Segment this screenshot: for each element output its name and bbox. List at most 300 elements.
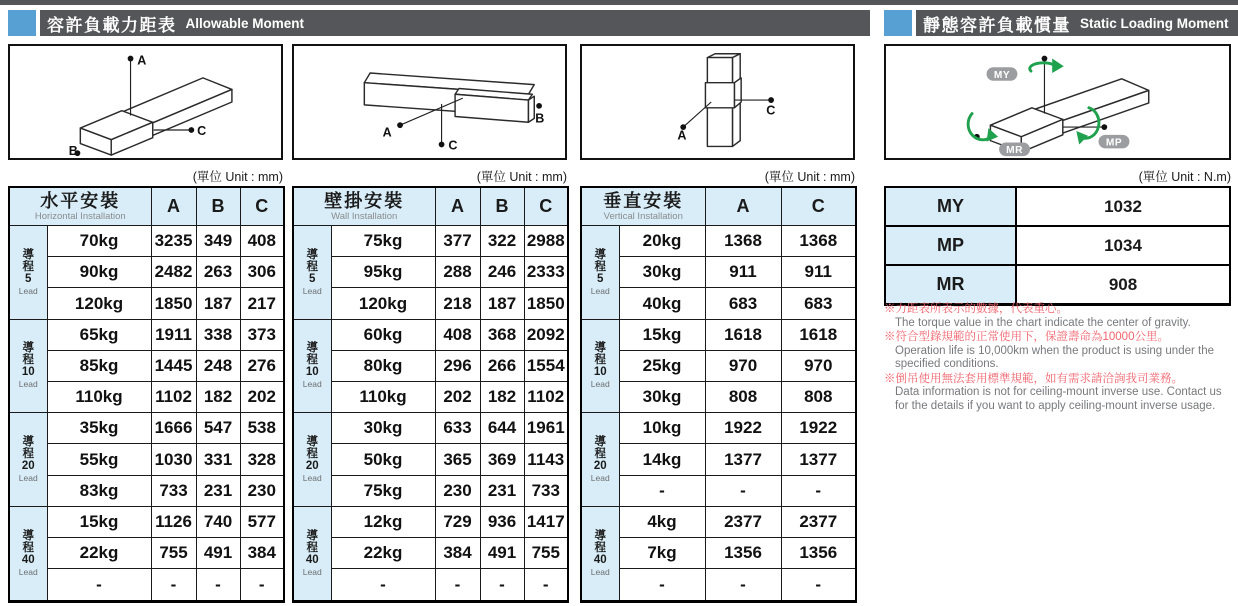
- mp-badge-label: MP: [1105, 137, 1123, 149]
- lead-number: 5: [25, 272, 32, 285]
- table-row: [9, 538, 284, 569]
- value-cell: 296: [435, 350, 480, 381]
- value-cell: 182: [196, 382, 240, 413]
- table-row: [293, 538, 568, 569]
- load-cell: 22kg: [47, 538, 151, 569]
- table-row: [581, 444, 856, 475]
- value-cell: 1445: [151, 350, 196, 381]
- note-line-zh: ※符合型錄規範的正常使用下，保證壽命為10000公里。: [884, 331, 1169, 343]
- lead-number: 20: [593, 460, 607, 473]
- load-cell: -: [619, 569, 705, 602]
- lead-char: 導: [594, 342, 606, 355]
- value-cell: 1922: [705, 413, 781, 444]
- table-row: [293, 350, 568, 381]
- lead-number: 5: [309, 272, 316, 285]
- value-cell: 276: [240, 350, 284, 381]
- value-cell: 1850: [151, 288, 196, 319]
- value-cell: 349: [196, 226, 240, 257]
- lead-number: 40: [305, 553, 319, 566]
- lead-label-zh: [10, 436, 47, 460]
- value-cell: 538: [240, 413, 284, 444]
- point-label-a: A: [382, 125, 392, 140]
- table-row: [293, 319, 568, 350]
- value-cell: 1618: [781, 319, 856, 350]
- value-cell: 1030: [151, 444, 196, 475]
- column-header-c: C: [240, 187, 284, 226]
- lead-label-zh: [294, 436, 331, 460]
- wall-installation-diagram: [294, 46, 565, 158]
- lead-char: 程: [594, 541, 606, 554]
- load-cell: 90kg: [47, 257, 151, 288]
- load-cell: 10kg: [619, 413, 705, 444]
- value-cell: 740: [196, 506, 240, 537]
- table-row: [581, 569, 856, 602]
- value-cell: 733: [151, 475, 196, 506]
- value-cell: 1126: [151, 506, 196, 537]
- note-line-en: Data information is not for ceiling-mount inverse use. Contact us for the details if you want to apply ceiling-mount inverse usage.: [895, 386, 1222, 412]
- lead-char: 程: [594, 448, 606, 461]
- load-cell: 95kg: [331, 257, 435, 288]
- column-header-c: C: [524, 187, 568, 226]
- value-cell: 1368: [781, 226, 856, 257]
- lead-label-zh: [582, 342, 619, 366]
- value-cell: 288: [435, 257, 480, 288]
- lead-char: 程: [306, 448, 318, 461]
- column-header-a: A: [435, 187, 480, 226]
- my-badge-label: MY: [993, 69, 1011, 81]
- lead-label-zh: [10, 342, 47, 366]
- section-header-static-moment: [884, 10, 1238, 36]
- lead-label-zh: [582, 530, 619, 554]
- table-row: [293, 413, 568, 444]
- value-cell: -: [196, 569, 240, 602]
- value-cell: 970: [781, 350, 856, 381]
- value-cell: 936: [480, 506, 524, 537]
- load-cell: 7kg: [619, 538, 705, 569]
- table-row: [581, 506, 856, 537]
- lead-char: 程: [22, 260, 34, 273]
- load-cell: -: [619, 475, 705, 506]
- load-cell: 20kg: [619, 226, 705, 257]
- lead-label-en: Lead: [18, 379, 38, 390]
- value-cell: -: [435, 569, 480, 602]
- lead-label-zh: [294, 530, 331, 554]
- lead-label-zh: [294, 249, 331, 273]
- value-cell: 331: [196, 444, 240, 475]
- load-cell: 40kg: [619, 288, 705, 319]
- table-row: [9, 226, 284, 257]
- lead-number: 10: [593, 366, 607, 379]
- point-label-b: B: [535, 111, 545, 126]
- lead-label-zh: [294, 342, 331, 366]
- lead-char: 導: [594, 529, 606, 542]
- lead-number: 5: [597, 272, 604, 285]
- static-table-row: [885, 226, 1230, 265]
- lead-char: 導: [594, 436, 606, 449]
- value-cell: 368: [480, 319, 524, 350]
- value-cell: 408: [240, 226, 284, 257]
- value-cell: 1377: [781, 444, 856, 475]
- lead-char: 程: [22, 448, 34, 461]
- value-cell: 755: [151, 538, 196, 569]
- load-cell: -: [47, 569, 151, 602]
- lead-label-en: Lead: [590, 566, 610, 577]
- load-cell: 25kg: [619, 350, 705, 381]
- lead-group-cell: [581, 319, 619, 413]
- lead-group-cell: [581, 226, 619, 320]
- lead-group-cell: [293, 226, 331, 320]
- value-cell: 491: [480, 538, 524, 569]
- lead-char: 程: [22, 354, 34, 367]
- value-cell: 808: [705, 382, 781, 413]
- lead-group-cell: [9, 506, 47, 601]
- value-cell: 1961: [524, 413, 568, 444]
- table-row: [9, 569, 284, 602]
- table-row: [9, 475, 284, 506]
- value-cell: 182: [480, 382, 524, 413]
- table-row: [293, 382, 568, 413]
- my-rotation-arrow: [1030, 63, 1056, 71]
- table-title-en: Wall Installation: [331, 210, 398, 222]
- value-cell: 1554: [524, 350, 568, 381]
- value-cell: 306: [240, 257, 284, 288]
- load-cell: 80kg: [331, 350, 435, 381]
- load-cell: 30kg: [331, 413, 435, 444]
- value-cell: 2377: [781, 506, 856, 537]
- note-line-zh: ※倒吊使用無法套用標準規範，如有需求請洽詢我司業務。: [884, 372, 1183, 385]
- value-cell: 970: [705, 350, 781, 381]
- lead-label-en: Lead: [18, 473, 38, 484]
- unit-label-mm: (單位 Unit : mm): [476, 170, 567, 184]
- value-cell: 911: [781, 257, 856, 288]
- lead-char: 程: [594, 260, 606, 273]
- section-header-allowable-moment: [8, 10, 870, 36]
- lead-label-en: Lead: [302, 379, 322, 390]
- moment-label-cell: MY: [885, 187, 1016, 226]
- lead-char: 程: [306, 541, 318, 554]
- value-cell: 231: [480, 475, 524, 506]
- table-row: [293, 288, 568, 319]
- value-cell: 202: [435, 382, 480, 413]
- value-cell: 1922: [781, 413, 856, 444]
- load-cell: 4kg: [619, 506, 705, 537]
- value-cell: 187: [480, 288, 524, 319]
- value-cell: -: [781, 569, 856, 602]
- load-cell: 35kg: [47, 413, 151, 444]
- table-row: [581, 538, 856, 569]
- value-cell: 2377: [705, 506, 781, 537]
- value-cell: 1618: [705, 319, 781, 350]
- header-accent-square: [8, 10, 36, 36]
- load-cell: 83kg: [47, 475, 151, 506]
- value-cell: 633: [435, 413, 480, 444]
- table-title-en: Vertical Installation: [603, 210, 683, 222]
- value-cell: 328: [240, 444, 284, 475]
- column-header-c: C: [781, 187, 856, 226]
- vertical-installation-diagram: [582, 46, 853, 158]
- lead-char: 導: [594, 248, 606, 261]
- lead-label-en: Lead: [302, 285, 322, 296]
- moment-table-wall-host: [292, 186, 569, 603]
- value-cell: 1850: [524, 288, 568, 319]
- diagram-box-horizontal: [8, 44, 283, 160]
- load-cell: 110kg: [47, 382, 151, 413]
- diagram-box-wall: [292, 44, 567, 160]
- table-row: [293, 569, 568, 602]
- lead-number: 10: [21, 366, 35, 379]
- table-row: [581, 413, 856, 444]
- diagram-box-vertical: [580, 44, 855, 160]
- value-cell: 1102: [151, 382, 196, 413]
- value-cell: -: [524, 569, 568, 602]
- lead-group-cell: [293, 413, 331, 507]
- value-cell: 230: [435, 475, 480, 506]
- moment-table-vertical-host: [580, 186, 857, 603]
- table-row: [9, 382, 284, 413]
- moment-table: [292, 186, 569, 603]
- table-row: [9, 350, 284, 381]
- moment-value-cell: 1034: [1016, 226, 1230, 265]
- lead-group-cell: [9, 413, 47, 507]
- value-cell: 1102: [524, 382, 568, 413]
- load-cell: 55kg: [47, 444, 151, 475]
- value-cell: 384: [240, 538, 284, 569]
- note-line-zh: ※力距表所表示的數據，代表重心。: [884, 303, 1068, 315]
- table-row: [9, 288, 284, 319]
- section-title-zh: 靜態容許負載慣量: [923, 15, 1071, 35]
- moment-label-cell: MR: [885, 265, 1016, 305]
- lead-group-cell: [9, 319, 47, 413]
- load-cell: 120kg: [47, 288, 151, 319]
- table-title-cell: [293, 187, 435, 226]
- load-cell: 30kg: [619, 257, 705, 288]
- lead-label-en: Lead: [18, 566, 38, 577]
- value-cell: -: [705, 475, 781, 506]
- lead-number: 20: [305, 460, 319, 473]
- unit-label-mm: (單位 Unit : mm): [192, 170, 283, 184]
- load-cell: 120kg: [331, 288, 435, 319]
- table-title-cell: [9, 187, 151, 226]
- value-cell: 231: [196, 475, 240, 506]
- table-row: [293, 257, 568, 288]
- lead-group-cell: [293, 319, 331, 413]
- table-row: [581, 257, 856, 288]
- value-cell: -: [705, 569, 781, 602]
- section-title-en: Allowable Moment: [185, 15, 305, 31]
- table-header-row: [293, 187, 568, 226]
- lead-group-cell: [581, 506, 619, 601]
- value-cell: 248: [196, 350, 240, 381]
- table-row: [9, 319, 284, 350]
- top-divider-bar: [0, 0, 1238, 5]
- moment-table: [580, 186, 857, 603]
- note-line-en: Operation life is 10,000km when the product is using under the specified conditions.: [895, 344, 1214, 370]
- static-table-row: [885, 187, 1230, 226]
- table-row: [581, 475, 856, 506]
- table-row: [293, 475, 568, 506]
- static-table-row: [885, 265, 1230, 305]
- note-line-en: The torque value in the chart indicate the center of gravity.: [895, 316, 1191, 329]
- value-cell: 408: [435, 319, 480, 350]
- moment-value-cell: 908: [1016, 265, 1230, 305]
- load-cell: 30kg: [619, 382, 705, 413]
- section-title-en: Static Loading Moment: [1080, 15, 1229, 31]
- value-cell: 377: [435, 226, 480, 257]
- table-row: [581, 319, 856, 350]
- lead-char: 導: [306, 248, 318, 261]
- table-row: [293, 506, 568, 537]
- table-row: [9, 444, 284, 475]
- lead-number: 20: [21, 460, 35, 473]
- moment-table: [8, 186, 285, 603]
- load-cell: 15kg: [47, 506, 151, 537]
- value-cell: 733: [524, 475, 568, 506]
- value-cell: -: [781, 475, 856, 506]
- table-title-zh: 水平安裝: [40, 190, 121, 211]
- table-row: [581, 226, 856, 257]
- value-cell: 2988: [524, 226, 568, 257]
- value-cell: 1368: [705, 226, 781, 257]
- table-row: [581, 288, 856, 319]
- lead-char: 程: [22, 541, 34, 554]
- value-cell: 547: [196, 413, 240, 444]
- unit-label-mm: (單位 Unit : mm): [764, 170, 855, 184]
- load-cell: 70kg: [47, 226, 151, 257]
- notes-block: [884, 303, 1236, 414]
- table-row: [9, 413, 284, 444]
- lead-number: 10: [305, 366, 319, 379]
- value-cell: 2333: [524, 257, 568, 288]
- table-title-zh: 垂直安裝: [603, 190, 684, 211]
- moment-table-horizontal-host: [8, 186, 285, 603]
- value-cell: 577: [240, 506, 284, 537]
- value-cell: -: [240, 569, 284, 602]
- value-cell: 338: [196, 319, 240, 350]
- header-bar: [40, 10, 870, 36]
- lead-char: 導: [306, 436, 318, 449]
- column-header-a: A: [705, 187, 781, 226]
- value-cell: 1911: [151, 319, 196, 350]
- value-cell: 683: [781, 288, 856, 319]
- column-header-b: B: [196, 187, 240, 226]
- point-label-a: A: [137, 53, 147, 68]
- point-label-b: B: [68, 144, 78, 158]
- header-accent-square: [884, 10, 912, 36]
- table-row: [9, 506, 284, 537]
- table-header-row: [9, 187, 284, 226]
- load-cell: 85kg: [47, 350, 151, 381]
- point-label-c: C: [197, 123, 207, 138]
- horizontal-installation-diagram: [10, 46, 281, 158]
- lead-char: 導: [306, 342, 318, 355]
- load-cell: 60kg: [331, 319, 435, 350]
- value-cell: 911: [705, 257, 781, 288]
- table-header-row: [581, 187, 856, 226]
- table-row: [581, 382, 856, 413]
- lead-label-zh: [582, 249, 619, 273]
- value-cell: 2092: [524, 319, 568, 350]
- table-title-zh: 壁掛安裝: [324, 190, 405, 211]
- lead-number: 40: [593, 553, 607, 566]
- lead-label-zh: [10, 530, 47, 554]
- static-moment-diagram: [886, 46, 1229, 158]
- value-cell: 202: [240, 382, 284, 413]
- value-cell: 322: [480, 226, 524, 257]
- lead-label-zh: [582, 436, 619, 460]
- value-cell: 491: [196, 538, 240, 569]
- unit-label-nm: (單位 Unit : N.m): [1138, 170, 1231, 184]
- value-cell: 217: [240, 288, 284, 319]
- mr-badge-label: MR: [1006, 145, 1023, 157]
- value-cell: 683: [705, 288, 781, 319]
- point-label-c: C: [448, 138, 458, 153]
- load-cell: 75kg: [331, 226, 435, 257]
- value-cell: 644: [480, 413, 524, 444]
- lead-group-cell: [9, 226, 47, 320]
- lead-char: 導: [22, 529, 34, 542]
- lead-label-zh: [10, 249, 47, 273]
- value-cell: 263: [196, 257, 240, 288]
- value-cell: 755: [524, 538, 568, 569]
- value-cell: 2482: [151, 257, 196, 288]
- value-cell: -: [480, 569, 524, 602]
- lead-label-en: Lead: [590, 473, 610, 484]
- lead-number: 40: [21, 553, 35, 566]
- lead-char: 程: [306, 260, 318, 273]
- lead-label-en: Lead: [302, 566, 322, 577]
- lead-char: 導: [22, 436, 34, 449]
- load-cell: 65kg: [47, 319, 151, 350]
- section-title-zh: 容許負載力距表: [47, 15, 177, 35]
- table-row: [293, 226, 568, 257]
- load-cell: 12kg: [331, 506, 435, 537]
- load-cell: 14kg: [619, 444, 705, 475]
- load-cell: 15kg: [619, 319, 705, 350]
- value-cell: 384: [435, 538, 480, 569]
- moment-value-cell: 1032: [1016, 187, 1230, 226]
- column-header-a: A: [151, 187, 196, 226]
- value-cell: 230: [240, 475, 284, 506]
- value-cell: 729: [435, 506, 480, 537]
- value-cell: 3235: [151, 226, 196, 257]
- load-cell: 75kg: [331, 475, 435, 506]
- lead-char: 程: [306, 354, 318, 367]
- static-moment-table: [884, 186, 1231, 306]
- lead-label-en: Lead: [18, 285, 38, 296]
- load-cell: -: [331, 569, 435, 602]
- lead-char: 導: [22, 248, 34, 261]
- value-cell: 1356: [781, 538, 856, 569]
- value-cell: 218: [435, 288, 480, 319]
- lead-char: 導: [306, 529, 318, 542]
- lead-char: 導: [22, 342, 34, 355]
- lead-group-cell: [293, 506, 331, 601]
- table-row: [9, 257, 284, 288]
- point-label-a: A: [677, 128, 687, 143]
- value-cell: 373: [240, 319, 284, 350]
- value-cell: 246: [480, 257, 524, 288]
- value-cell: 1356: [705, 538, 781, 569]
- value-cell: 1377: [705, 444, 781, 475]
- static-moment-table-host: [884, 186, 1231, 306]
- value-cell: 266: [480, 350, 524, 381]
- table-row: [581, 350, 856, 381]
- value-cell: 369: [480, 444, 524, 475]
- header-bar: [916, 10, 1238, 36]
- lead-label-en: Lead: [302, 473, 322, 484]
- value-cell: 1143: [524, 444, 568, 475]
- lead-label-en: Lead: [590, 285, 610, 296]
